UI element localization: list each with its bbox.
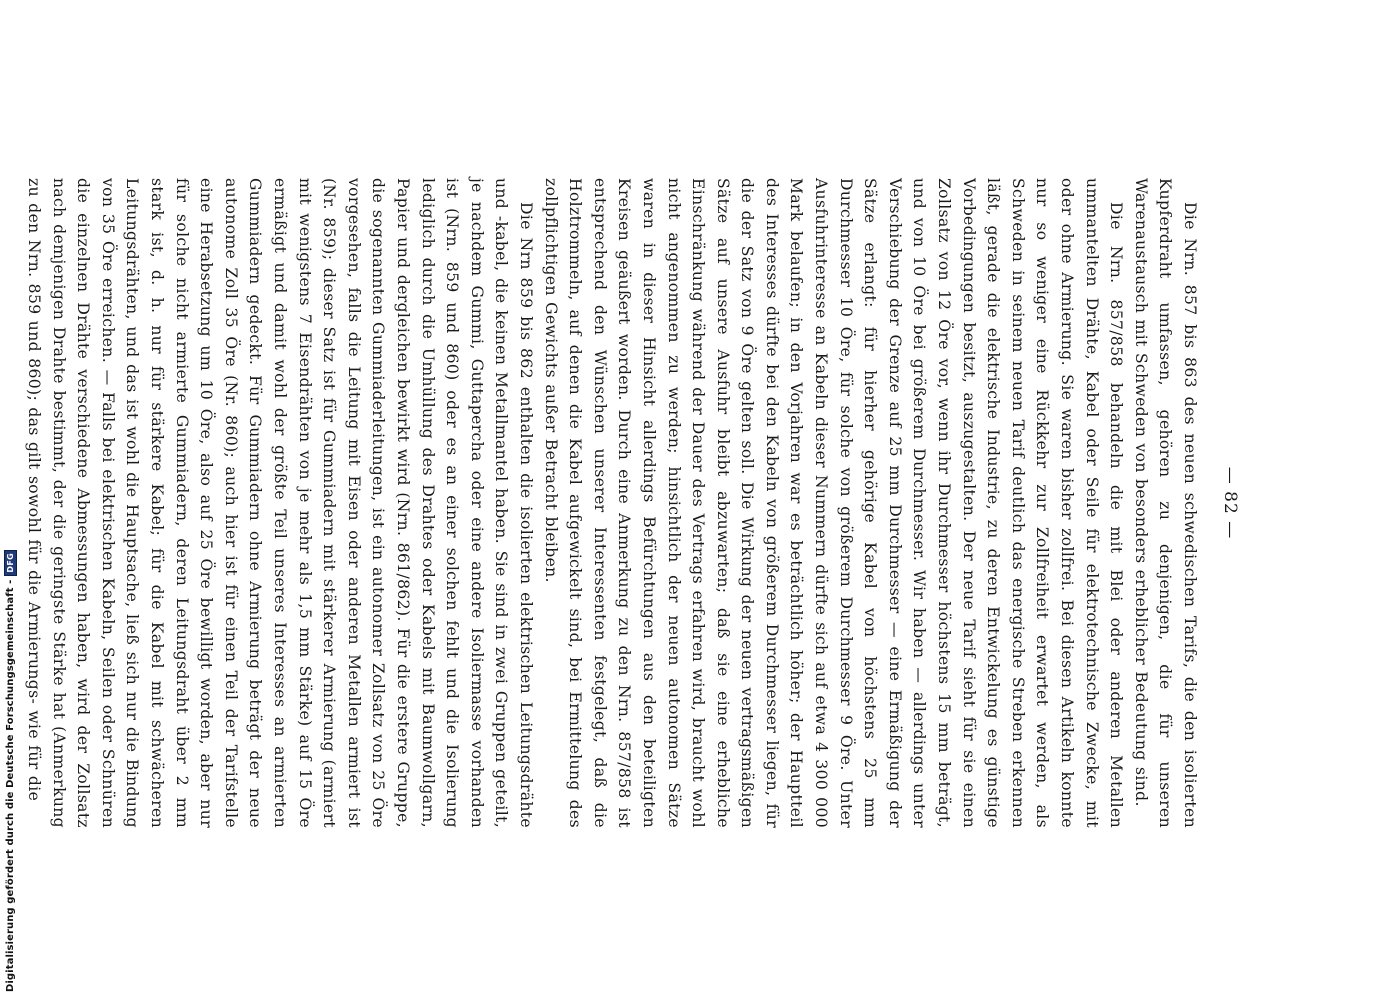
paragraph-cables-857-858: Die Nrn. 857/858 behandeln die mit Blei oder anderen Metallen ummantelten Drähte, Kabel oder Seile für elektrotechnische Zwecke, mit oder ohne Armierung. Sie waren bisher zollfrei. Bei diesen Artikeln konnte nur so weniger eine Rückkehr zur Zollfreiheit erwartet werden, als Schweden in seinem neuen Tarif deutlich das energische Streben erkennen läßt, gerade die elektrische Industrie, zu deren Entwickelung es günstige Vorbedingungen besitzt, auszugestalten. Der neue Tarif sieht für sie einen Zollsatz von 12 Öre vor, wenn ihr Durchmesser höchstens 15 mm beträgt, und von 10 Öre bei größerem Durchmesser. Wir haben — allerdings unter Verschiebung der Grenze auf 25 mm Durchmesser — eine Ermäßigung der Sätze erlangt: für hierher gehörige Kabel von höchstens 25 mm Durchmesser 10 Öre, für solche von größerem Durchmesser 9 Öre. Unter Ausfuhrinteresse an Kabeln dieser Nummern dürfte sich auf etwa 4 300 000 Mark belaufen; in den Vorjahren war es beträchtlich höher; der Hauptteil des Interesses dürfte bei den Kabeln von größerem Durchmesser liegen, für die der Satz von 9 Öre gelten soll. Die Wirkung der neuen vertragsmäßigen Sätze auf unsere Ausfuhr bleibt abzuwarten; daß sie eine erhebliche Einschränkung während der Dauer des Vertrags erfahren wird, braucht wohl nicht angenommen zu werden; hinsichtlich der neuen autonomen Sätze waren in dieser Hinsicht allerdings Befürchtungen aus den beteiligten Kreisen geäußert worden. Durch eine Anmerkung zu den Nrn. 857/858 ist entsprechend den Wünschen unserer Interessenten festgelegt, daß die Holztrommeln, auf denen die Kabel aufgewickelt sind, bei Ermittelung des zollpflichtigen Gewichts außer Betracht bleiben. (541, 178, 1126, 828)
scanned-page-content (22, 178, 1241, 828)
dfg-logo-icon: DFG (4, 550, 17, 576)
paragraph-intro: Die Nrn. 857 bis 863 des neuen schwedischen Tarifs, die den isolierten Kupferdraht umfassen, gehören zu denjenigen, die für unseren Warenaustausch mit Schweden von besonders erheblicher Bedeutung sind. (1131, 178, 1199, 828)
attribution-text: Digitalisierung gefördert durch die Deutsche Forschungsgemeinschaft - (5, 579, 16, 992)
digitization-attribution (4, 550, 17, 992)
paragraph-wires-859-862: Die Nrn 859 bis 862 enthalten die isolierten elektrischen Leitungsdrähte und -kabel, die keinen Metallmantel haben. Sie sind in zwei Gruppen geteilt, je nachdem Gummi, Guttapercha oder eine andere Isoliermasse vorhanden ist (Nrn. 859 und 860) oder es an einer solchen fehlt und die Isolierung lediglich durch die Umhüllung des Drahtes oder Kabels mit Baumwollgarn, Papier und dergleichen bewirkt wird (Nrn. 861/862). Für die erstere Gruppe, die sogenannten Gummiaderleitungen, ist ein autonomer Zollsatz von 25 Öre vorgesehen, falls die Leitung mit Eisen oder anderen Metallen armiert ist (Nr. 859); dieser Satz ist für Gummiadern mit stärkerer Armierung (armiert mit wenigstens 7 Eisendrähten von je mehr als 1,5 mm Stärke) auf 15 Öre ermäßigt und damit wohl der größte Teil unseres Interesses an armierten Gummiadern gedeckt. Für Gummiadern ohne Armierung beträgt der neue autonome Zoll 35 Öre (Nr. 860); auch hier ist für einen Teil der Tarifstelle eine Herabsetzung um 10 Öre, also auf 25 Öre bewilligt worden, aber nur für solche nicht armierte Gummiadern, deren Leitungsdraht über 2 mm stark ist, d. h. nur für stärkere Kabel; für die Kabel mit schwächeren Leitungsdrähten, und das ist wohl die Hauptsache, ließ sich nur die Bindung von 35 Öre erreichen. — Falls bei elektrischen Kabeln, Seilen oder Schnüren die einzelnen Drähte verschiedene Abmessungen haben, wird der Zollsatz nach demjenigen Drahte bestimmt, der die geringste Stärke hat (Anmerkung zu den Nrn. 859 und 860); das gilt sowohl für die Armierungs- wie für die (25, 178, 535, 828)
page-number: — 82 — (1220, 466, 1240, 540)
